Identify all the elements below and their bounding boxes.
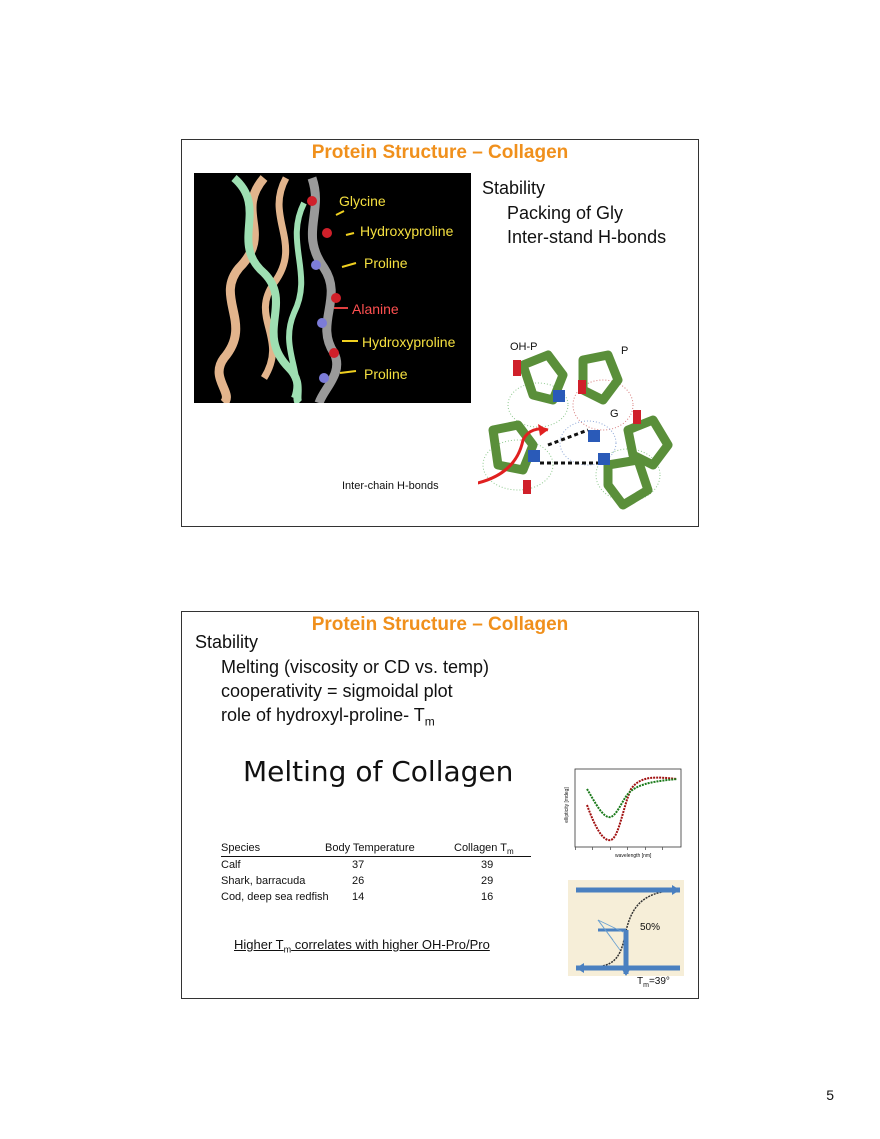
table-row-3-body: 14: [352, 891, 365, 903]
label-alanine: Alanine: [352, 301, 399, 317]
slide-2-stability-heading: Stability: [195, 632, 259, 652]
cd-spectrum-plot: [565, 767, 685, 862]
melt-plot-tm-sub: m: [643, 982, 649, 989]
slide-1-stability-heading: Stability: [482, 178, 546, 198]
melt-plot-tm-post: =39°: [648, 976, 670, 987]
table-row-1-collagen: 39: [481, 859, 494, 871]
table-header-collagen-tm-sub: m: [507, 847, 514, 857]
collagen-helix-image: [194, 173, 471, 403]
slide-1-point-hbonds: Inter-stand H-bonds: [507, 227, 667, 247]
table-row-3-species: Cod, deep sea redfish: [221, 891, 329, 903]
table-row-2-collagen: 29: [481, 875, 494, 887]
tm-note-sub: m: [283, 944, 292, 955]
label-proline-2: Proline: [364, 366, 408, 382]
label-hydroxyproline-2: Hydroxyproline: [362, 334, 456, 350]
table-row-3-collagen: 16: [481, 891, 494, 903]
bullet-hydroxyl-main: role of hydroxyl-proline- T: [221, 705, 425, 725]
melt-plot-tm-main: T: [637, 976, 644, 987]
slide-1-title: Protein Structure – Collagen: [311, 142, 569, 163]
slide-1: [181, 139, 699, 527]
slide-2-bullet-melting: Melting (viscosity or CD vs. temp): [221, 657, 490, 677]
cd-plot-ylabel: ellipticity [mdeg]: [563, 787, 570, 823]
table-row-1-body: 37: [352, 859, 365, 871]
label-p: P: [621, 345, 629, 357]
melting-curve-plot: [568, 880, 684, 976]
melt-plot-tm-label: [637, 976, 670, 989]
label-hydroxyproline-1: Hydroxyproline: [360, 223, 454, 239]
table-header-species: Species: [221, 842, 261, 854]
table-header-collagen-tm: [454, 842, 514, 856]
tm-note-post: correlates with higher OH-Pro/Pro: [291, 937, 490, 952]
bullet-hydroxyl-sub: m: [424, 714, 435, 729]
slide-2-bullet-hydroxyl: [221, 705, 435, 729]
table-header-collagen-tm-main: Collagen T: [454, 842, 507, 854]
label-oh-p: OH-P: [510, 341, 538, 353]
table-row-2-body: 26: [352, 875, 365, 887]
melt-plot-50-label: 50%: [640, 922, 661, 933]
label-inter-chain-hbonds: Inter-chain H-bonds: [342, 480, 439, 492]
slide-1-point-gly: Packing of Gly: [507, 203, 624, 223]
table-row-1-species: Calf: [221, 859, 241, 871]
melting-heading: Melting of Collagen: [243, 755, 514, 788]
table-row-2-species: Shark, barracuda: [221, 875, 306, 887]
label-proline-1: Proline: [364, 255, 408, 271]
page-number: 5: [826, 1087, 834, 1103]
tm-note: [234, 937, 490, 955]
slide-2-title: Protein Structure – Collagen: [311, 614, 569, 635]
hbond-molecule-figure: [478, 335, 694, 523]
collagen-table: [221, 842, 533, 902]
tm-note-pre: Higher T: [234, 937, 284, 952]
label-g: G: [610, 408, 619, 420]
label-glycine: Glycine: [339, 193, 386, 209]
cd-plot-xlabel: wavelength [nm]: [615, 853, 652, 859]
table-header-body-temp: Body Temperature: [325, 842, 415, 854]
slide-2: [181, 611, 699, 999]
slide-2-bullet-cooperativity: cooperativity = sigmoidal plot: [221, 681, 453, 701]
